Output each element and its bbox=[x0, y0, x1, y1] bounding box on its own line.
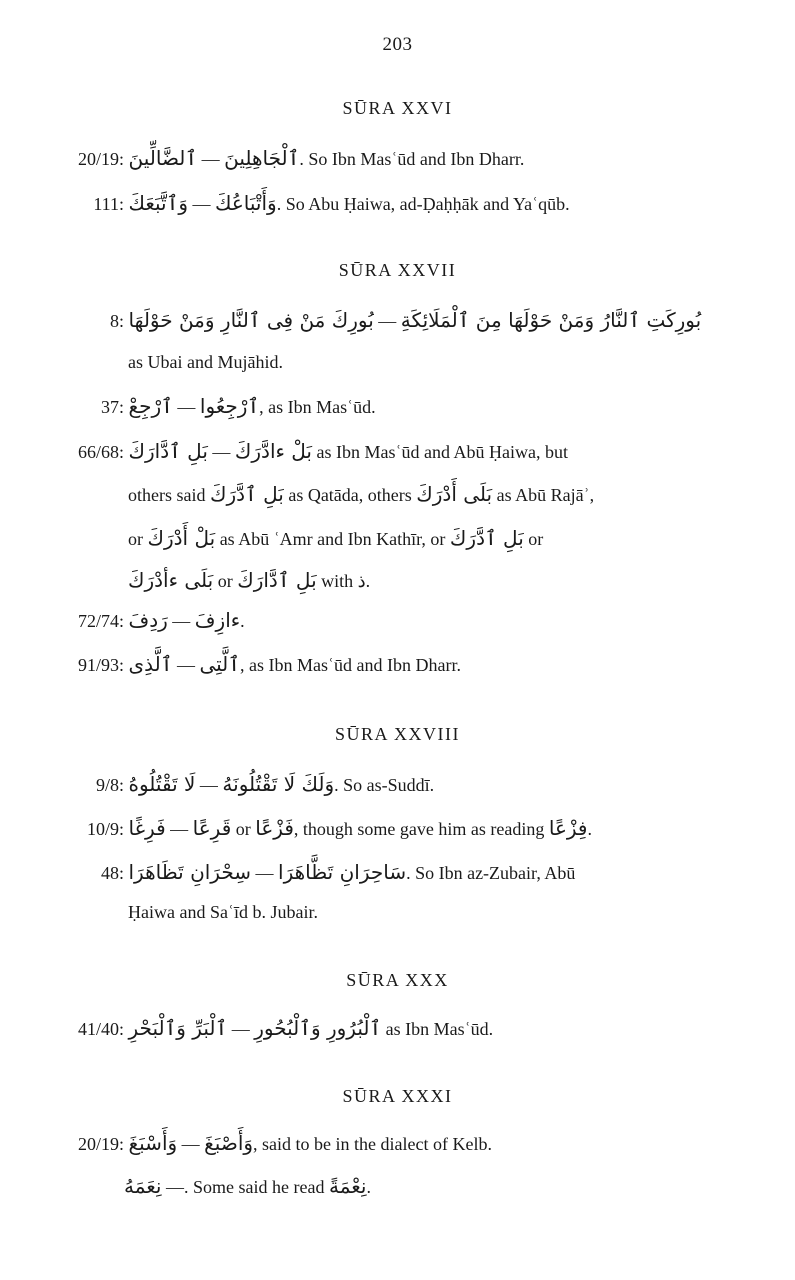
entry-text: . bbox=[366, 1177, 371, 1197]
entry-line bbox=[58, 598, 245, 643]
verse-ref: 48: bbox=[100, 863, 124, 883]
entry-continuation: or بَلْ أَدْرَكَ as Abū ʿAmr and Ibn Kathīr, or بَلِ ٱدَّرَكَ or bbox=[128, 526, 544, 550]
arabic-variant: بَلِ ٱدَّرَكَ bbox=[449, 526, 524, 550]
sura-heading: SŪRA XXVI bbox=[342, 98, 453, 118]
entry-text: . Some said he read bbox=[184, 1177, 329, 1197]
dash: — bbox=[172, 611, 191, 631]
entry-text: , as Ibn Masʿūd and Ibn Dharr. bbox=[240, 655, 461, 675]
entry-text: as Ibn Masʿūd and Abū Ḥaiwa, but bbox=[312, 442, 568, 462]
entry-text: , though some gave him as reading bbox=[293, 819, 549, 839]
verse-ref: 37: bbox=[100, 397, 124, 417]
dash: — bbox=[231, 1019, 250, 1039]
verse-ref: 20/19: bbox=[77, 1134, 124, 1154]
arabic-variant: قَرِعًا bbox=[192, 816, 232, 840]
dash: — bbox=[181, 1134, 200, 1154]
arabic-reading: سِحْرَانِ تَظَاهَرَا bbox=[128, 860, 252, 884]
dash: — bbox=[192, 194, 211, 214]
entry-text: . bbox=[240, 611, 245, 631]
dash: — bbox=[378, 311, 397, 331]
dash: — bbox=[176, 655, 195, 675]
entry-line bbox=[58, 298, 701, 343]
arabic-variant: ٱرْجِعُوا bbox=[199, 394, 260, 418]
arabic-reading: بُورِكَ مَنْ فِى ٱلنَّارِ وَمَنْ حَوْلَهَا bbox=[128, 308, 374, 332]
arabic-variant: ٱلْبُرُورِ وَٱلْبُحُورِ bbox=[254, 1016, 382, 1040]
entry-line bbox=[58, 850, 575, 895]
dash: — bbox=[201, 149, 220, 169]
entry-line bbox=[50, 1121, 492, 1166]
arabic-variant: فِزْعًا bbox=[548, 816, 588, 840]
entry-line bbox=[58, 429, 568, 474]
verse-ref: 41/40: bbox=[77, 1019, 124, 1039]
arabic-variant: بَلِ ٱدَّارَكَ bbox=[237, 568, 317, 592]
arabic-variant: ٱلَّتِى bbox=[199, 652, 240, 676]
entry-text: . So Ibn az-Zubair, Abū bbox=[406, 863, 576, 883]
arabic-variant: وَأَتْبَاعُكَ bbox=[214, 191, 277, 215]
entry-text: . So as-Suddī. bbox=[334, 775, 435, 795]
dash: — bbox=[177, 397, 196, 417]
arabic-reading: وَأَسْبَغَ bbox=[128, 1131, 178, 1155]
dash: — bbox=[212, 442, 231, 462]
arabic-variant: بُورِكَتِ ٱلنَّارُ وَمَنْ حَوْلَهَا مِنَ ٱلْمَلَائِكَةِ bbox=[400, 308, 702, 332]
verse-ref: 111: bbox=[93, 194, 124, 214]
arabic-reading: رَدِفَ bbox=[128, 608, 168, 632]
arabic-reading: لَا تَقْتُلُوهُ bbox=[128, 772, 196, 796]
entry-line bbox=[124, 1164, 371, 1209]
entry-text: . So Abu Ḥaiwa, ad-Ḍaḥḥāk and Yaʿqūb. bbox=[276, 194, 570, 214]
entry-continuation: others said بَلِ ٱدَّرَكَ as Qatāda, others بَلَى أَدْرَكَ as Abū Rajāʾ, bbox=[128, 482, 595, 506]
arabic-variant: سَاحِرَانِ تَظَّاهَرَا bbox=[278, 860, 407, 884]
sura-heading: SŪRA XXVII bbox=[338, 260, 457, 280]
entry-continuation: بَلَى ءأدْرَكَ or بَلِ ٱدَّارَكَ with ذ. bbox=[128, 568, 371, 592]
sura-heading: SŪRA XXXI bbox=[342, 1086, 453, 1106]
sura-heading: SŪRA XXX bbox=[346, 970, 449, 990]
arabic-variant: بَلْ أَدْرَكَ bbox=[147, 526, 216, 550]
entry-text: or bbox=[231, 819, 256, 839]
arabic-variant: وَلَكَ لَا تَقْتُلُونَهُ bbox=[222, 772, 335, 796]
sura-heading: SŪRA XXVIII bbox=[334, 724, 460, 744]
arabic-variant: بَلَى أَدْرَكَ bbox=[416, 482, 493, 506]
entry-line bbox=[58, 762, 434, 807]
verse-ref: 20/19: bbox=[77, 149, 124, 169]
arabic-variant: ٱلْجَاهِلِينَ bbox=[224, 146, 300, 170]
verse-ref: 8: bbox=[109, 311, 124, 331]
arabic-variant: بَلَى ءأدْرَكَ bbox=[128, 568, 214, 592]
arabic-variant: فَزْعًا bbox=[255, 816, 294, 840]
arabic-reading: نِعَمَهُ bbox=[124, 1174, 162, 1198]
arabic-variant: بَلْ ءادَّرَكَ bbox=[234, 439, 312, 463]
arabic-variant: ءازِفَ bbox=[194, 608, 241, 632]
arabic-reading: ٱلضَّالِّينَ bbox=[128, 146, 198, 170]
entry-text: . So Ibn Masʿūd and Ibn Dharr. bbox=[299, 149, 525, 169]
dash: — bbox=[255, 863, 274, 883]
dash: — bbox=[199, 775, 218, 795]
entry-line bbox=[50, 1006, 493, 1051]
verse-ref: 9/8: bbox=[95, 775, 124, 795]
entry-text: , as Ibn Masʿūd. bbox=[259, 397, 376, 417]
entry-line bbox=[58, 136, 524, 181]
arabic-variant: وَأَصْبَغَ bbox=[204, 1131, 254, 1155]
arabic-reading: ٱلَّذِى bbox=[128, 652, 173, 676]
entry-text: as Ibn Masʿūd. bbox=[381, 1019, 494, 1039]
arabic-reading: فَرِغًا bbox=[128, 816, 166, 840]
entry-line bbox=[58, 806, 592, 851]
entry-continuation: as Ubai and Mujāhid. bbox=[128, 352, 283, 372]
entry-line bbox=[58, 181, 570, 226]
entry-continuation: Ḥaiwa and Saʿīd b. Jubair. bbox=[128, 902, 318, 922]
arabic-reading: وَٱتَّبَعَكَ bbox=[128, 191, 188, 215]
verse-ref: 66/68: bbox=[77, 442, 124, 462]
page-number: 203 bbox=[382, 34, 413, 55]
dash: — bbox=[166, 1177, 184, 1197]
entry-text: . bbox=[587, 819, 592, 839]
entry-text: , said to be in the dialect of Kelb. bbox=[253, 1134, 492, 1154]
dash: — bbox=[170, 819, 189, 839]
verse-ref: 10/9: bbox=[86, 819, 124, 839]
verse-ref: 91/93: bbox=[77, 655, 124, 675]
arabic-reading: بَلِ ٱدَّارَكَ bbox=[128, 439, 208, 463]
arabic-reading: ٱلْبَرِّ وَٱلْبَحْرِ bbox=[128, 1016, 228, 1040]
arabic-variant: بَلِ ٱدَّرَكَ bbox=[209, 482, 284, 506]
entry-line bbox=[58, 642, 461, 687]
arabic-variant: نِعْمَةً bbox=[328, 1174, 367, 1198]
arabic-reading: ٱرْجِعْ bbox=[128, 394, 173, 418]
verse-ref: 72/74: bbox=[77, 611, 124, 631]
entry-line bbox=[58, 384, 376, 429]
